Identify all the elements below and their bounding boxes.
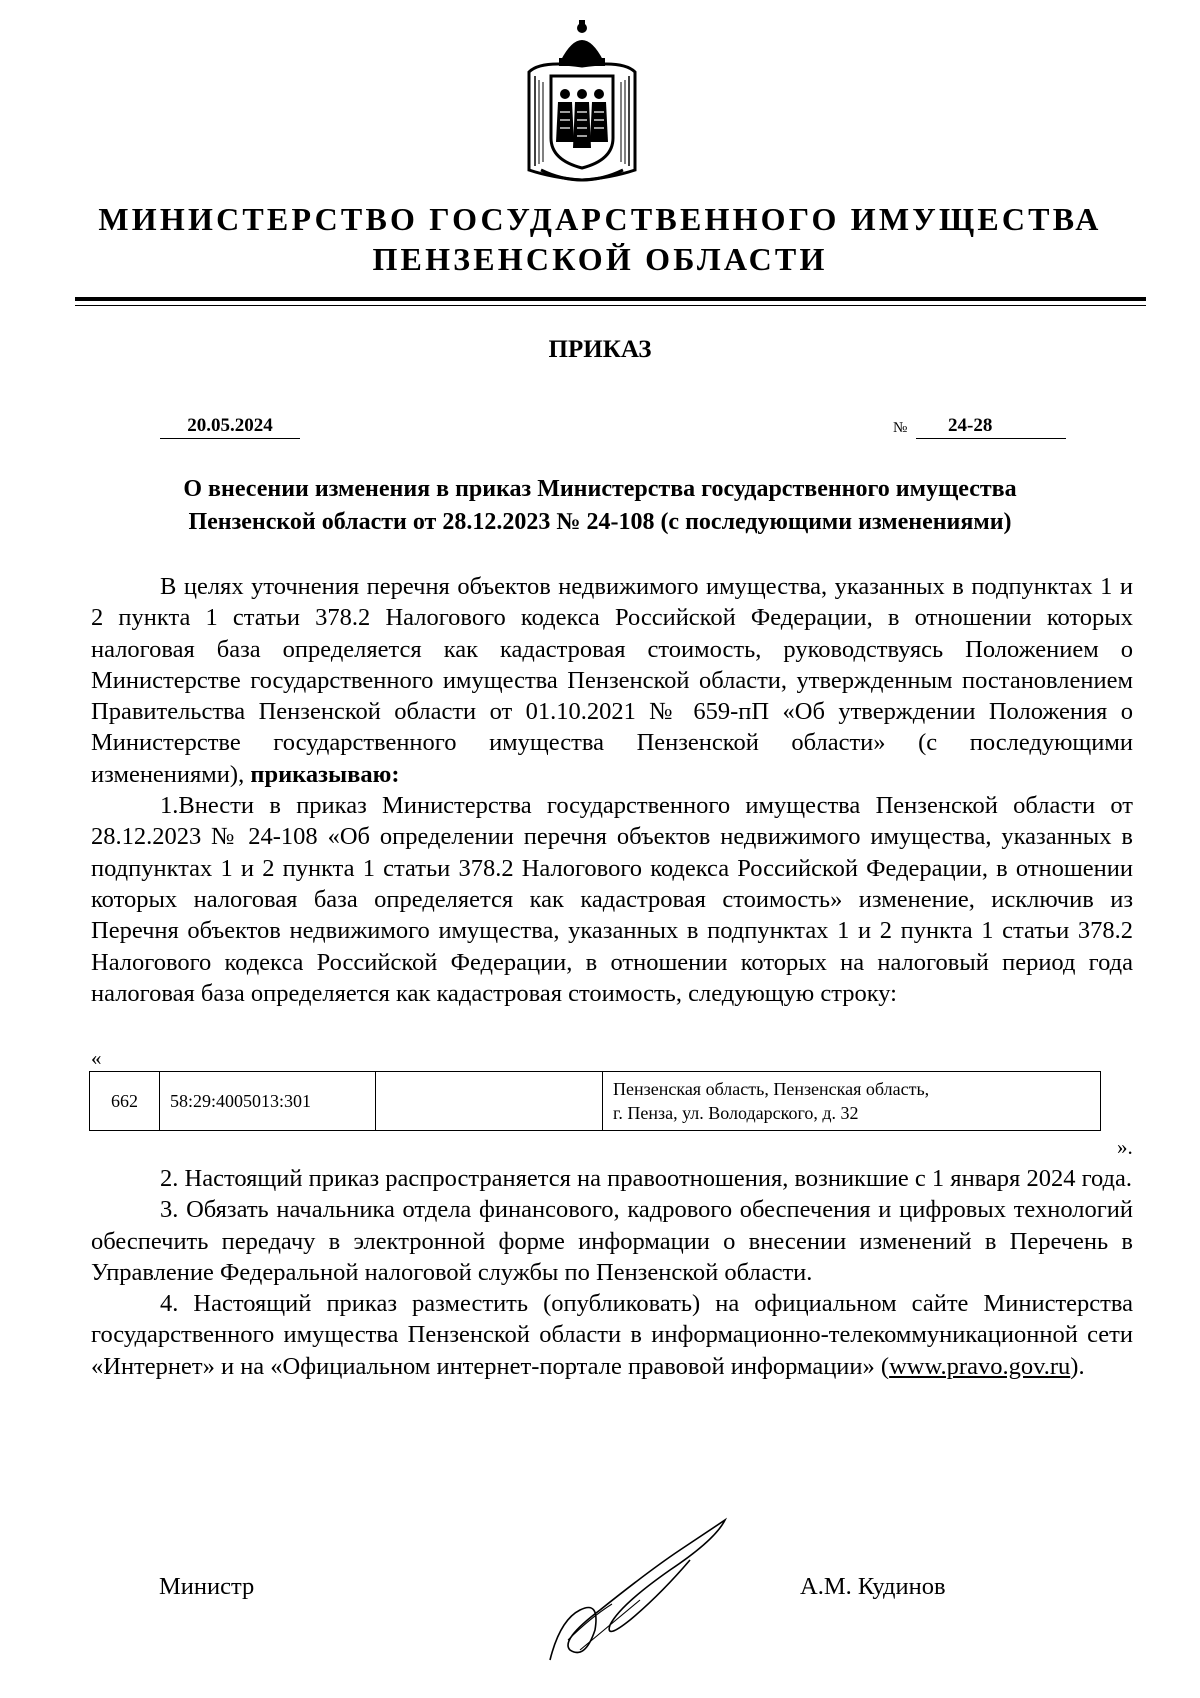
header-rule-thin — [75, 305, 1146, 306]
close-quote: ». — [1117, 1135, 1133, 1159]
address-line1: Пензенская область, Пензенская область, — [613, 1079, 930, 1099]
order-date: 20.05.2024 — [160, 414, 300, 439]
table-row — [90, 1072, 1101, 1131]
order-number-label: № — [893, 420, 908, 436]
preamble-text: В целях уточнения перечня объектов недвижимого имущества, указанных в подпунктах 1 и 2 пункта 1 статьи 378.2 Налогового кодекса Российской Федерации, в отношении которых налоговая база определяется как кадастровая стоимость, руководствуясь Положением о Министерстве государственного имущества Пензенской области, утвержденным постановлением Правительства Пензенской области от 01.10.2021 № 659-пП «Об утверждении Положения о Министерстве государственного имущества Пензенской области» (с последующими изменениями), — [91, 573, 1133, 788]
item1-paragraph: 1.Внести в приказ Министерства государственного имущества Пензенской области от 28.12.2023 № 24-108 «Об определении перечня объектов недвижимого имущества, указанных в подпунктах 1 и 2 пункта 1 статьи 378.2 Налогового кодекса Российской Федерации, в отношении которых налоговая база определяется как кадастровая стоимость» изменение, исключив из Перечня объектов недвижимого имущества, указанных в подпунктах 1 и 2 пункта 1 статьи 378.2 Налогового кодекса Российской Федерации, в отношении которых на налоговый период года налоговая база определяется как кадастровая стоимость, следующую строку: — [91, 792, 1133, 1007]
document-subject — [100, 473, 1100, 539]
subject-line1: О внесении изменения в приказ Министерства государственного имущества — [183, 476, 1017, 502]
item4-text: 4. Настоящий приказ разместить (опубликовать) на официальном сайте Министерства государственного имущества Пензенской области в информационно-телекоммуникационной сети «Интернет» и на «Официальном интернет-портале правовой информации» ( — [91, 1290, 1133, 1380]
row-number-cell: 662 — [90, 1072, 160, 1131]
empty-cell — [376, 1072, 603, 1131]
org-name-line2: ПЕНЗЕНСКОЙ ОБЛАСТИ — [372, 241, 828, 277]
item2-paragraph: 2. Настоящий приказ распространяется на правоотношения, возникшие с 1 января 2024 года. — [160, 1165, 1133, 1192]
header-rule-thick — [75, 297, 1146, 301]
open-quote: « — [91, 1046, 102, 1070]
item3-paragraph: 3. Обязать начальника отдела финансового, кадрового обеспечения и цифровых технологий обеспечить передачу в электронной форме информации о внесении изменений в Перечень в Управление Федеральной налоговой службы по Пензенской области. — [91, 1196, 1133, 1286]
pravo-gov-link[interactable]: www.pravo.gov.ru — [889, 1352, 1071, 1380]
org-name-line1: МИНИСТЕРСТВО ГОСУДАРСТВЕННОГО ИМУЩЕСТВА — [98, 201, 1102, 237]
cadastral-number-cell: 58:29:4005013:301 — [160, 1072, 376, 1131]
handwritten-signature — [540, 1500, 740, 1670]
signatory-position: Министр — [159, 1573, 255, 1600]
item4-paragraph — [91, 1288, 1133, 1382]
coat-of-arms-icon — [521, 20, 643, 185]
excluded-row-table — [89, 1071, 1101, 1131]
address-cell — [603, 1072, 1101, 1131]
subject-line2: Пензенской области от 28.12.2023 № 24-108 (с последующими изменениями) — [188, 509, 1012, 535]
address-line2: г. Пенза, ул. Володарского, д. 32 — [613, 1103, 859, 1123]
item4-end: ). — [1070, 1352, 1085, 1380]
signatory-name: А.М. Кудинов — [800, 1573, 946, 1600]
body-main — [91, 571, 1133, 1009]
preamble-paragraph — [91, 571, 1133, 790]
preamble-order-word: приказываю: — [250, 760, 400, 788]
document-title: ПРИКАЗ — [548, 336, 652, 363]
body-items — [91, 1163, 1133, 1382]
order-number: 24-28 — [916, 414, 1066, 439]
